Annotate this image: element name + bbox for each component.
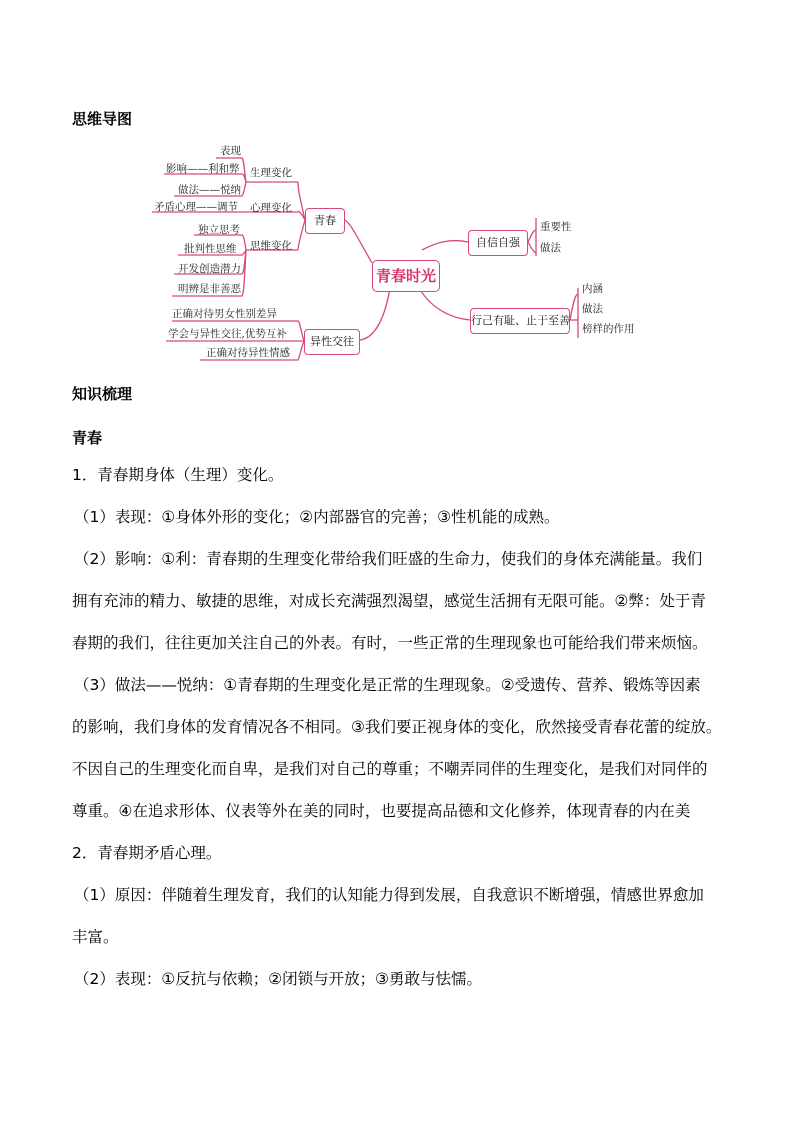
knowledge-heading: 知识梳理 [72,385,133,403]
paragraph-line: 丰富。 [72,928,119,946]
mind-map-branch-qingchun: 青春 [305,208,345,234]
mind-map-sub-siwei: 思维变化 [250,240,292,252]
mind-map-leaf: 矛盾心理——调节 [154,201,238,213]
mind-map-leaf: 正确对待异性情感 [206,347,290,359]
paragraph-line: （3）做法——悦纳：①青春期的生理变化是正常的生理现象。②受遗传、营养、锻炼等因素 [74,676,701,694]
paragraph-line: （1）原因：伴随着生理发育，我们的认知能力得到发展，自我意识不断增强，情感世界愈加 [74,886,704,904]
mind-map-leaf: 明辨是非善恶 [178,283,241,295]
mind-map-leaf: 表现 [220,145,241,157]
mind-map-leaf: 榜样的作用 [582,323,635,335]
section-heading: 青春 [72,429,103,447]
mind-map-leaf: 重要性 [540,221,572,233]
mindmap-heading: 思维导图 [72,110,133,128]
paragraph-line: （2）影响：①利：青春期的生理变化带给我们旺盛的生命力，使我们的身体充满能量。我们 [74,550,703,568]
paragraph-line: （2）表现：①反抗与依赖；②闭锁与开放；③勇敢与怯懦。 [74,970,483,988]
mind-map-branch-xingji: 行己有耻、止于至善 [470,308,570,334]
mind-map-branch-yixing: 异性交往 [304,329,360,355]
paragraph-line: 的影响，我们身体的发育情况各不相同。③我们要正视身体的变化，欣然接受青春花蕾的绽放。 [72,718,722,736]
paragraph-title: 2．青春期矛盾心理。 [72,844,222,862]
paragraph-line: （1）表现：①身体外形的变化；②内部器官的完善；③性机能的成熟。 [74,508,560,526]
mind-map-branch-zixin: 自信自强 [468,230,528,256]
paragraph-title: 1．青春期身体（生理）变化。 [72,466,284,484]
paragraph-line: 尊重。④在追求形体、仪表等外在美的同时，也要提高品德和文化修养，体现青春的内在美 [72,802,691,820]
paragraph-line: 不因自己的生理变化而自卑，是我们对自己的尊重；不嘲弄同伴的生理变化，是我们对同伴的 [72,760,708,778]
mind-map-leaf: 独立思考 [198,224,240,236]
mind-map-leaf: 做法——悦纳 [178,184,241,196]
mind-map-leaf: 学会与异性交往,优势互补 [168,328,287,340]
mind-map-leaf: 做法 [540,242,561,254]
mind-map-sub-shengli: 生理变化 [250,167,292,179]
mind-map [150,138,650,370]
mind-map-leaf: 内涵 [582,283,603,295]
content-body [72,454,724,1000]
mind-map-center: 青春时光 [372,260,440,292]
mind-map-leaf: 做法 [582,303,603,315]
paragraph-line: 春期的我们，往往更加关注自己的外表。有时，一些正常的生理现象也可能给我们带来烦恼。 [72,634,708,652]
mind-map-leaf: 开发创造潜力 [178,263,241,275]
mind-map-leaf: 批判性思维 [184,243,237,255]
mind-map-sub-xinli: 心理变化 [250,202,292,214]
paragraph-line: 拥有充沛的精力、敏捷的思维，对成长充满强烈渴望，感觉生活拥有无限可能。②弊：处于青 [72,592,706,610]
mind-map-leaf: 正确对待男女性别差异 [172,308,277,320]
mind-map-leaf: 影响——利和弊 [166,163,240,175]
